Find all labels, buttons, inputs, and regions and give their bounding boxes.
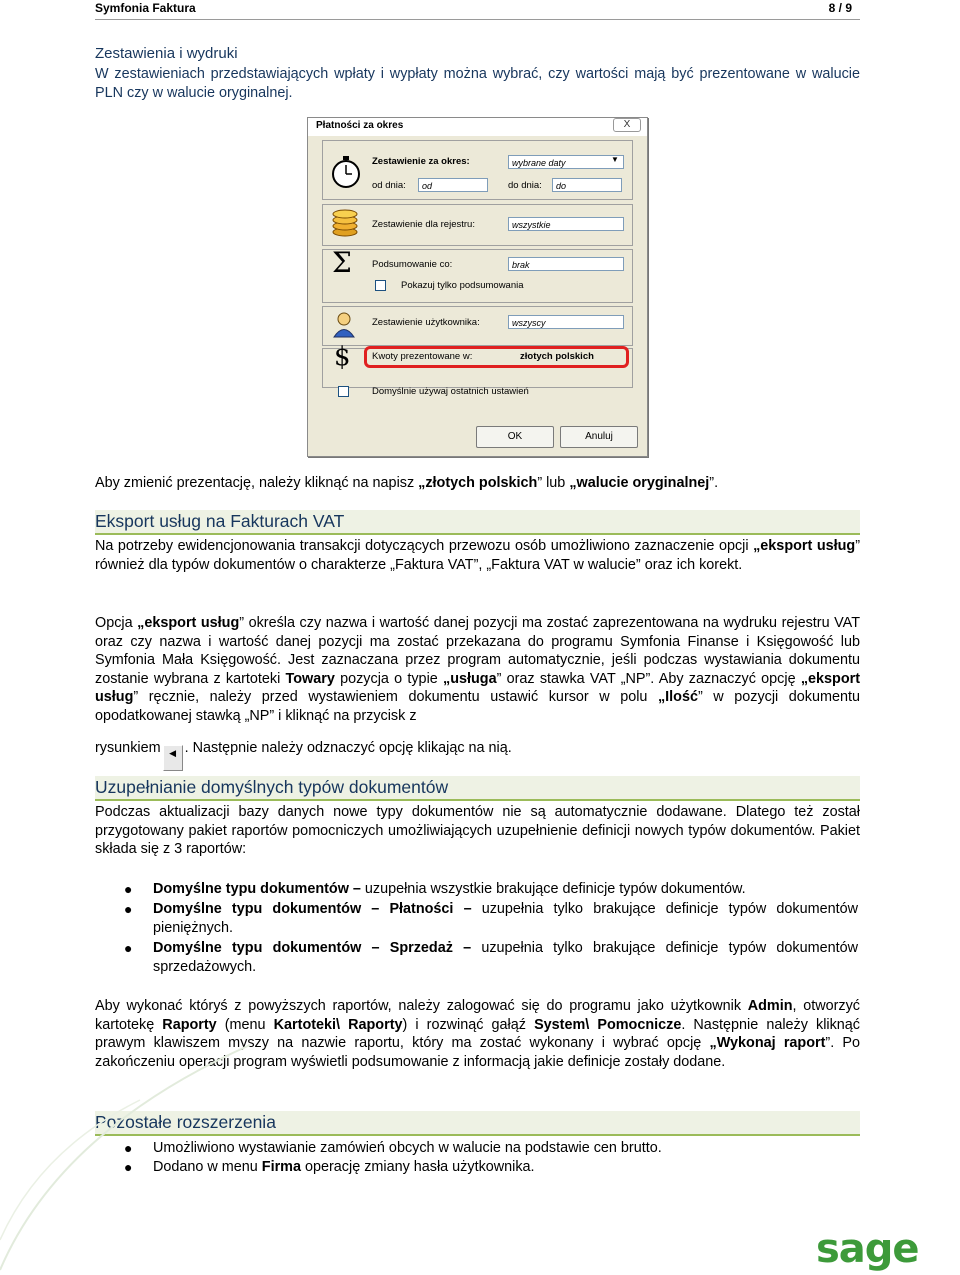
header-title: Symfonia Faktura bbox=[95, 1, 196, 15]
to-date-input[interactable]: do bbox=[552, 178, 622, 192]
register-label: Zestawienie dla rejestru: bbox=[372, 219, 475, 230]
payments-dialog bbox=[307, 117, 648, 457]
register-select[interactable]: wszystkie bbox=[508, 217, 624, 231]
summary-only-checkbox[interactable] bbox=[375, 280, 386, 291]
cancel-button[interactable]: Anuluj bbox=[560, 426, 638, 448]
default-settings-label: Domyślnie używaj ostatnich ustawień bbox=[372, 386, 529, 397]
arrow-left-button-icon: ◀ bbox=[163, 745, 183, 771]
section-heading-pozostale: Pozostałe rozszerzenia bbox=[95, 1111, 860, 1136]
ok-button[interactable]: OK bbox=[476, 426, 554, 448]
bullet-icon: ● bbox=[124, 1140, 133, 1156]
summary-only-label: Pokazuj tylko podsumowania bbox=[401, 280, 524, 291]
from-label: od dnia: bbox=[372, 180, 406, 191]
page-header bbox=[95, 0, 860, 20]
section-heading-uzupelnianie: Uzupełnianie domyślnych typów dokumentów bbox=[95, 776, 860, 801]
coins-icon bbox=[330, 208, 360, 238]
user-select[interactable]: wszyscy bbox=[508, 315, 624, 329]
user-icon bbox=[332, 310, 356, 338]
intro-heading: Zestawienia i wydruki bbox=[95, 45, 238, 62]
section-heading-eksport: Eksport usług na Fakturach VAT bbox=[95, 510, 860, 535]
walucie-link-text: „walucie oryginalnej bbox=[569, 475, 710, 491]
summary-select[interactable]: brak bbox=[508, 257, 624, 271]
list-item: ● Dodano w menu Firma operację zmiany hasła użytkownika. bbox=[124, 1159, 535, 1175]
dollar-icon: $ bbox=[334, 342, 351, 372]
list-item: ● Domyślne typu dokumentów – uzupełnia wszystkie brakujące definicje typów dokumentów. bbox=[124, 881, 746, 897]
eksport-paragraph-2: Opcja „eksport usług” określa czy nazwa i wartość danej pozycji ma zostać zaprezentowana na wydruku rejestru VAT oraz czy nazwa i wartość danej pozycji ma zostać przekazana do programu Symfonia Finanse i Księgowość lub Symfonia Mała Księgowość. Jest zaznaczana przez program automatycznie, jeśli podczas wystawiania dokumentu zostanie wybrana z kartoteki Towary pozycja o typie „usługa” oraz stawka VAT „NP”. Aby zaznaczyć opcję „eksport usług” ręcznie, należy przed wystawieniem dokumentu ustawić kursor w polu „Ilość” w pozycji dokumentu opodatkowanej stawką „NP” i kliknąć na przycisk z bbox=[95, 615, 861, 724]
amounts-value-link[interactable]: złotych polskich bbox=[520, 351, 594, 362]
list-item: ● Umożliwiono wystawianie zamówień obcych w walucie na podstawie cen brutto. bbox=[124, 1140, 662, 1156]
default-settings-checkbox[interactable] bbox=[338, 386, 349, 397]
from-date-input[interactable]: od bbox=[418, 178, 488, 192]
bullet-icon: ● bbox=[124, 1159, 133, 1175]
raport-paragraph: Aby wykonać któryś z powyższych raportów, należy zalogować się do programu jako użytkownik Admin, otworzyć kartotekę Raporty (menu Kartoteki\ Raporty) i rozwinąć gałąź System\ Pomocnicze. Następnie należy kliknąć prawym klawiszem myszy na nazwie raportu, który ma zostać wykonany i wybrać opcję „Wykonaj raport”. Po zakończeniu operacji program wyświetli podsumowanie z informacją jakie definicje zostały dodane. bbox=[95, 998, 861, 1070]
intro-text: W zestawieniach przedstawiających wpłaty i wypłaty można wybrać, czy wartości mają być prezentowane w walucie PLN czy w walucie oryginalnej. bbox=[95, 66, 860, 101]
decorative-swoosh bbox=[0, 1040, 260, 1275]
amounts-label: Kwoty prezentowane w: bbox=[372, 351, 473, 362]
stopwatch-icon bbox=[330, 154, 362, 190]
zlotych-link-text: „złotych polskich bbox=[418, 475, 538, 491]
summary-label: Podsumowanie co: bbox=[372, 259, 453, 270]
dialog-titlebar bbox=[308, 118, 647, 136]
bullet-icon: ● bbox=[124, 881, 133, 897]
dialog-title: Płatności za okres bbox=[316, 120, 404, 131]
eksport-paragraph-1: Na potrzeby ewidencjonowania transakcji dotyczących przewozu osób umożliwiono zaznaczenie opcji „eksport usług” również dla typów dokumentów o charakterze „Faktura VAT”, „Faktura VAT w walucie” oraz ich korekt. bbox=[95, 538, 860, 573]
bullet-icon: ● bbox=[124, 940, 133, 956]
uzupelnianie-paragraph: Podczas aktualizacji bazy danych nowe typy dokumentów nie są automatycznie dodawane. Dlatego też został przygotowany pakiet raportów pomocniczych umożliwiających uzupełnienie definicji nowych typów dokumentów. Pakiet składa się z 3 raportów: bbox=[95, 804, 860, 858]
list-item: ● Domyślne typu dokumentów – Płatności – uzupełnia tylko brakujące definicje typów dokumentów pieniężnych. bbox=[124, 901, 858, 936]
close-icon[interactable]: X bbox=[613, 118, 641, 132]
period-select[interactable]: wybrane daty bbox=[508, 155, 624, 169]
list-item: ● Domyślne typu dokumentów – Sprzedaż – uzupełnia tylko brakujące definicje typów dokumentów sprzedażowych. bbox=[124, 940, 858, 975]
note-text: Aby zmienić prezentację, należy kliknąć na napisz „złotych polskich” lub „walucie oryginalnej”. bbox=[95, 475, 719, 491]
sigma-icon: Σ bbox=[332, 246, 352, 279]
to-label: do dnia: bbox=[508, 180, 542, 191]
sage-logo: sage bbox=[816, 1226, 919, 1272]
page-number: 8 / 9 bbox=[828, 1, 852, 15]
user-label: Zestawienie użytkownika: bbox=[372, 317, 480, 328]
bullet-icon: ● bbox=[124, 901, 133, 917]
period-label: Zestawienie za okres: bbox=[372, 156, 470, 167]
eksport-paragraph-3: rysunkiem ◀ . Następnie należy odznaczyć opcję klikając na nią. bbox=[95, 739, 860, 771]
chevron-down-icon[interactable]: ▼ bbox=[611, 155, 619, 164]
